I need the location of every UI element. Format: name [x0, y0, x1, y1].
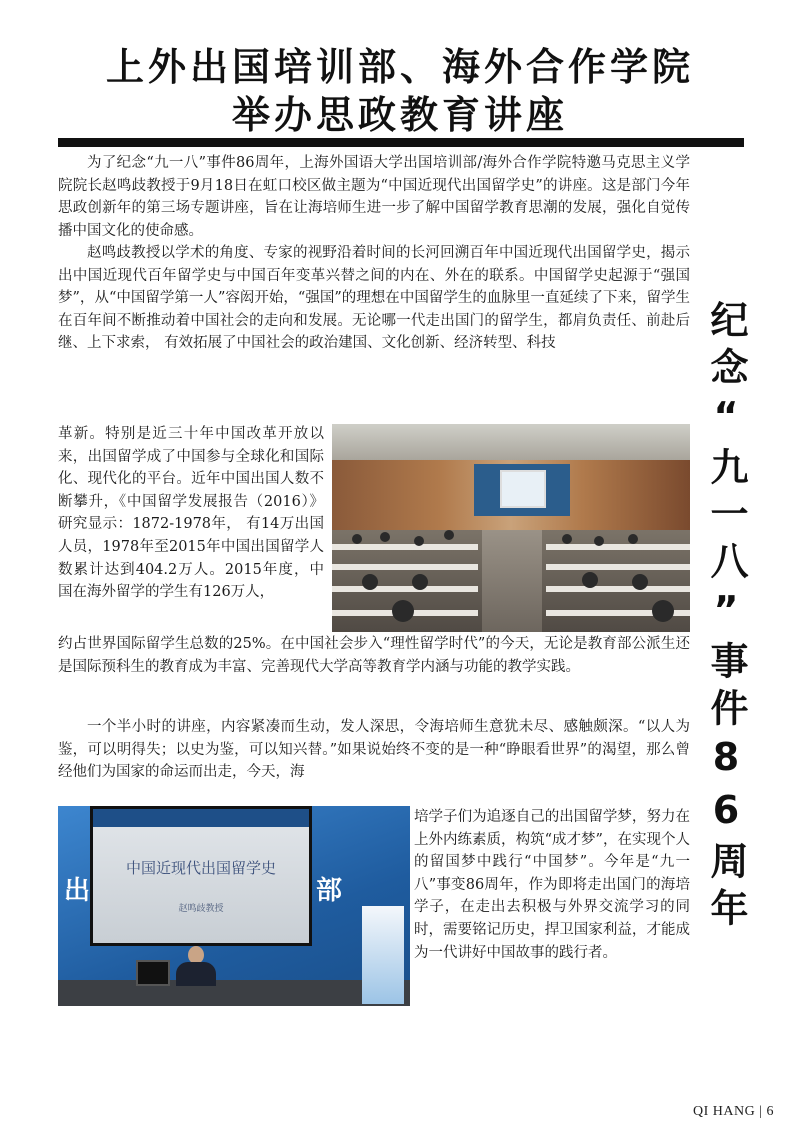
- student: [392, 600, 414, 622]
- paragraph-3-right: 培学子们为追逐自己的出国留学梦，努力在上外内练素质，构筑“成才梦”，在实现个人的留国梦中践行“中国梦”。今年是“九一八”事变86周年，作为即将走出国门的海培学子，在走出去积极与外界交流学习的同时，需要铭记历史，捍卫国家利益，才能成为一代讲好中国故事的践行者。: [414, 809, 690, 961]
- side-caption: 纪念“九一八”事件86周年: [704, 300, 748, 935]
- desk-row: [332, 586, 478, 592]
- student: [628, 534, 638, 544]
- student: [412, 574, 428, 590]
- student: [562, 534, 572, 544]
- lecture-stage-photo: [58, 806, 410, 1006]
- paragraph-3-top: 一个半小时的讲座，内容紧凑而生动，发人深思，令海培师生意犹未尽、感触颇深。“以人为鉴，可以明得失；以史为鉴，可以知兴替。”如果说始终不变的是一种“睁眼看世界”的渴望，那么曾经他们为国家的命运而出走，今天，海: [58, 719, 690, 781]
- student: [652, 600, 674, 622]
- desk-row: [546, 544, 690, 550]
- slide-speaker: 赵鸣歧教授: [178, 904, 224, 914]
- backdrop-text-right: 部: [316, 876, 343, 906]
- desk-row: [546, 586, 690, 592]
- slide-header-bar: [93, 809, 309, 827]
- center-aisle: [482, 530, 542, 632]
- backdrop-text-left: 出: [64, 876, 91, 906]
- lecture-hall-photo: [332, 424, 690, 632]
- speaker-body: [176, 962, 216, 986]
- article-title-line-2: 举办思政教育讲座: [231, 93, 568, 137]
- lecture-desk: [58, 980, 410, 1006]
- desk-row: [332, 544, 478, 550]
- slide-title: 中国近现代出国留学史: [125, 859, 276, 877]
- page-footer: QI HANG | 6: [692, 1104, 774, 1119]
- projection-screen: [500, 470, 546, 508]
- roll-up-banner: [362, 906, 404, 1004]
- desk-row: [332, 564, 478, 570]
- desk-row: [546, 564, 690, 570]
- student: [414, 536, 424, 546]
- paragraph-1: 为了纪念“九一八”事件86周年，上海外国语大学出国培训部/海外合作学院特邀马克思主义学院院长赵鸣歧教授于9月18日在虹口校区做主题为“中国近现代出国留学史”的讲座。这是部门今年思政创新年的第三场专题讲座，旨在让海培师生进一步了解中国留学教育思潮的发展，强化自觉传播中国文化的使命感。: [58, 155, 690, 239]
- student: [352, 534, 362, 544]
- ceiling: [332, 424, 690, 460]
- projection-screen: [90, 806, 312, 946]
- paragraph-2-bottom: 约占世界国际留学生总数的25%。在中国社会步入“理性留学时代”的今天，无论是教育部公派生还是国际预科生的教育成为丰富、完善现代大学高等教育学内涵与功能的教学实践。: [58, 636, 690, 675]
- student: [444, 530, 454, 540]
- paragraph-2-top: 赵鸣歧教授以学术的角度、专家的视野沿着时间的长河回溯百年中国近现代出国留学史，揭示出中国近现代百年留学史与中国百年变革兴替之间的内在、外在的联系。中国留学史起源于“强国梦”，从“中国留学第一人”容闳开始，“强国”的理想在中国留学生的血脉里一直延续了下来，留学生在百年间不断推动着中国社会的走向和发展。无论哪一代走出国门的留学生，都肩负责任、前赴后继、上下求索， 有效拓展了中国社会的政治建国、文化创新、经济转型、科技: [58, 245, 690, 352]
- desk-monitor: [136, 960, 170, 986]
- speaker: [176, 946, 216, 986]
- student: [594, 536, 604, 546]
- student: [582, 572, 598, 588]
- student: [380, 532, 390, 542]
- title-divider: [58, 138, 744, 147]
- paragraph-2-middle: 革新。特别是近三十年中国改革开放以来，出国留学成了中国参与全球化和国际化、现代化的平台。近年中国出国人数不断攀升，《中国留学发展报告（2016）》研究显示：1872-1978年， 有14万出国人员，1978年至2015年中国出国留学人数累计达到404.2万人。2015年度，中国在海外留学的学生有126万人，: [58, 426, 324, 601]
- article-title-line-1: 上外出国培训部、海外合作学院: [105, 45, 694, 89]
- student: [362, 574, 378, 590]
- student: [632, 574, 648, 590]
